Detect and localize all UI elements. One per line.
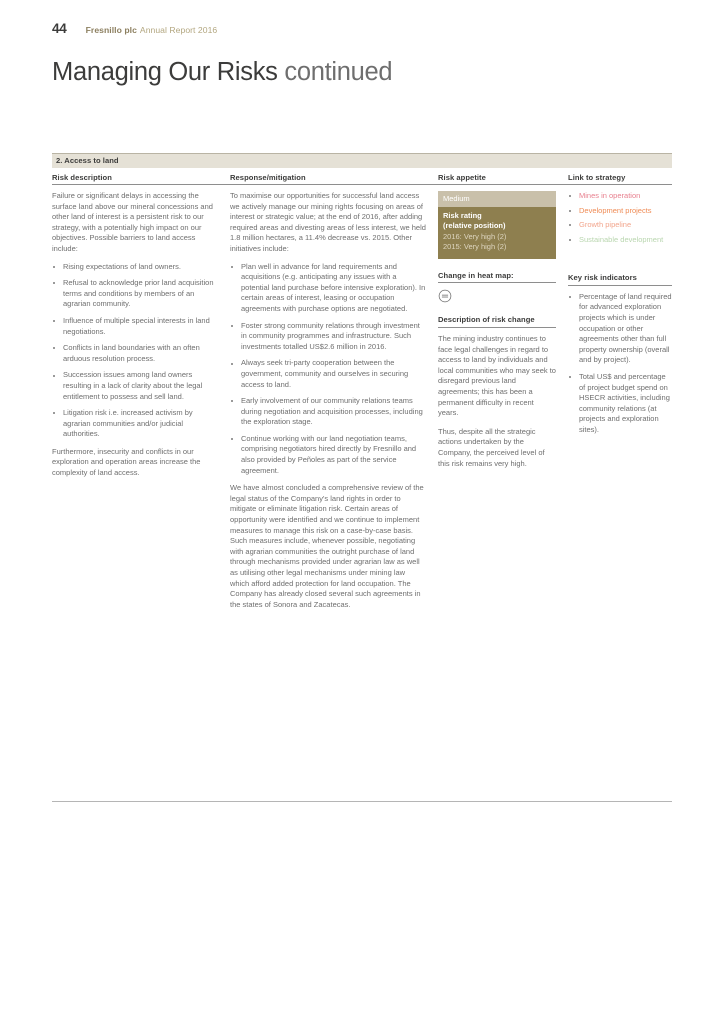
key-risk-indicators-heading: Key risk indicators (568, 273, 672, 286)
list-item: Always seek tri-party cooperation between the government, community and ourselves in securing access to land. (230, 358, 426, 390)
page-title-main: Managing Our Risks (52, 58, 278, 86)
cell-risk-description (52, 185, 230, 610)
risk-change-paragraph: Thus, despite all the strategic actions undertaken by the Company, the perceived level of this risk remains very high. (438, 426, 545, 468)
page-title (52, 58, 392, 87)
key-risk-indicators-body (568, 286, 672, 436)
brand-name: Fresnillo plc (85, 25, 137, 35)
list-item: Rising expectations of land owners. (52, 262, 218, 273)
table-bottom-rule (52, 801, 672, 802)
strategy-link-list (568, 191, 672, 245)
risk-description-outro: Furthermore, insecurity and conflicts in our exploration and operation areas increase the complexity of land access. (52, 446, 201, 478)
report-name: Annual Report 2016 (139, 25, 218, 35)
list-item: Percentage of land required for advanced exploration projects which is under occupation or other agreements other than full property ownership (overall and by project). (568, 292, 672, 366)
list-item: Total US$ and percentage of project budget spend on HSECR activities, including community relations (at projects and exploration sites). (568, 372, 672, 436)
response-outro: We have almost concluded a comprehensive review of the legal status of the Company's land rights in order to mitigate or eliminate litigation risk. Certain areas of opportunity were identified and we continue to implement measures to manage this risk on a case-by-case basis. Such measures include, whenever possible, negotiating with agrarian communities the outright purchase of land through mechanisms provided under agrarian law as well as utilising other legal mechanisms under mining law which afford added protection for land occupation. The Company has already closed several such agreements in the states of Sonora and Zacatecas. (230, 483, 424, 609)
risk-rating-box (438, 207, 556, 259)
list-item: Conflicts in land boundaries with an often arduous resolution process. (52, 343, 218, 364)
page-number: 44 (52, 21, 67, 36)
cell-response-mitigation (230, 185, 438, 610)
change-in-heat-map-label: Change in heat map: (438, 271, 556, 284)
table-body-row (52, 185, 672, 610)
strategy-item-sustainable-development: Sustainable development (568, 235, 672, 246)
risk-change-paragraph: The mining industry continues to face legal challenges in regard to access to land by individuals and local communities who may seek to disregard previous land agreements; this has been a permanent difficulty in recent years. (438, 333, 556, 418)
risk-description-intro: Failure or significant delays in accessing the surface land above our mineral concessions and other land of interest is a persistent risk to our strategy, with a potentially high impact on our objectives. Possible barriers to land access include: (52, 191, 213, 253)
equals-circle-icon (438, 289, 452, 303)
risk-table (52, 153, 672, 610)
risk-rating-title-line2: (relative position) (443, 221, 506, 231)
response-intro: To maximise our opportunities for successful land access we actively manage our mining rights focusing on areas of interest or strategic value; at the end of 2016, after adding required areas and divesting areas of less interest, we held 1.8 million hectares, a 11.4% decrease vs. 2015. Other initiatives include: (230, 191, 426, 253)
risk-rating-title-line1: Risk rating (443, 210, 482, 220)
appetite-level-band: Medium (438, 191, 556, 207)
cell-link-to-strategy (568, 185, 672, 610)
list-item: Influence of multiple special interests in land negotiations. (52, 316, 218, 337)
description-of-risk-change-heading: Description of risk change (438, 315, 556, 328)
strategy-item-development-projects: Development projects (568, 206, 672, 217)
running-header (52, 21, 217, 36)
list-item: Foster strong community relations through investment in community programmes and infrastructure. Such investments totalled US$2.6 million in 2016. (230, 321, 426, 353)
risk-rating-2016: 2016: Very high (2) (443, 231, 507, 241)
column-header-risk-description: Risk description (52, 173, 112, 182)
list-item: Continue working with our land negotiation teams, comprising negotiators hired directly by Fresnillo and also provided by Peñoles as part of the service agreement. (230, 434, 426, 476)
risk-rating-2015: 2015: Very high (2) (443, 242, 507, 252)
key-risk-indicator-list (568, 292, 672, 436)
column-header-response-mitigation: Response/mitigation (230, 173, 306, 182)
column-header-risk-appetite: Risk appetite (438, 173, 486, 182)
list-item: Plan well in advance for land requirements and acquisitions (e.g. anticipating any issues with a potential land purchase before intensive exploration). In certain areas of interest, leasing or occupation agreements with purchase options are negotiated. (230, 262, 426, 315)
risk-description-bullets (52, 262, 218, 440)
cell-risk-appetite (438, 185, 568, 610)
list-item: Succession issues among land owners resulting in a lack of clarity about the legal entitlement to possess and sell land. (52, 370, 218, 402)
page-title-continued: continued (277, 58, 393, 86)
column-header-row (52, 168, 672, 185)
list-item: Refusal to acknowledge prior land acquisition terms and conditions by members of an agrarian community. (52, 278, 218, 310)
strategy-item-growth-pipeline: Growth pipeline (568, 220, 672, 231)
heat-map-icon-row (438, 283, 556, 305)
description-of-risk-change-body (438, 328, 556, 469)
list-item: Early involvement of our community relations teams during negotiation and acquisition processes, including the exploration stage. (230, 396, 426, 428)
section-band-label: 2. Access to land (52, 153, 672, 168)
response-bullets (230, 262, 426, 477)
list-item: Litigation risk i.e. increased activism by agrarian communities and/or judicial authorities. (52, 408, 218, 440)
column-header-link-to-strategy: Link to strategy (568, 173, 626, 182)
strategy-item-mines-in-operation: Mines in operation (568, 191, 672, 202)
